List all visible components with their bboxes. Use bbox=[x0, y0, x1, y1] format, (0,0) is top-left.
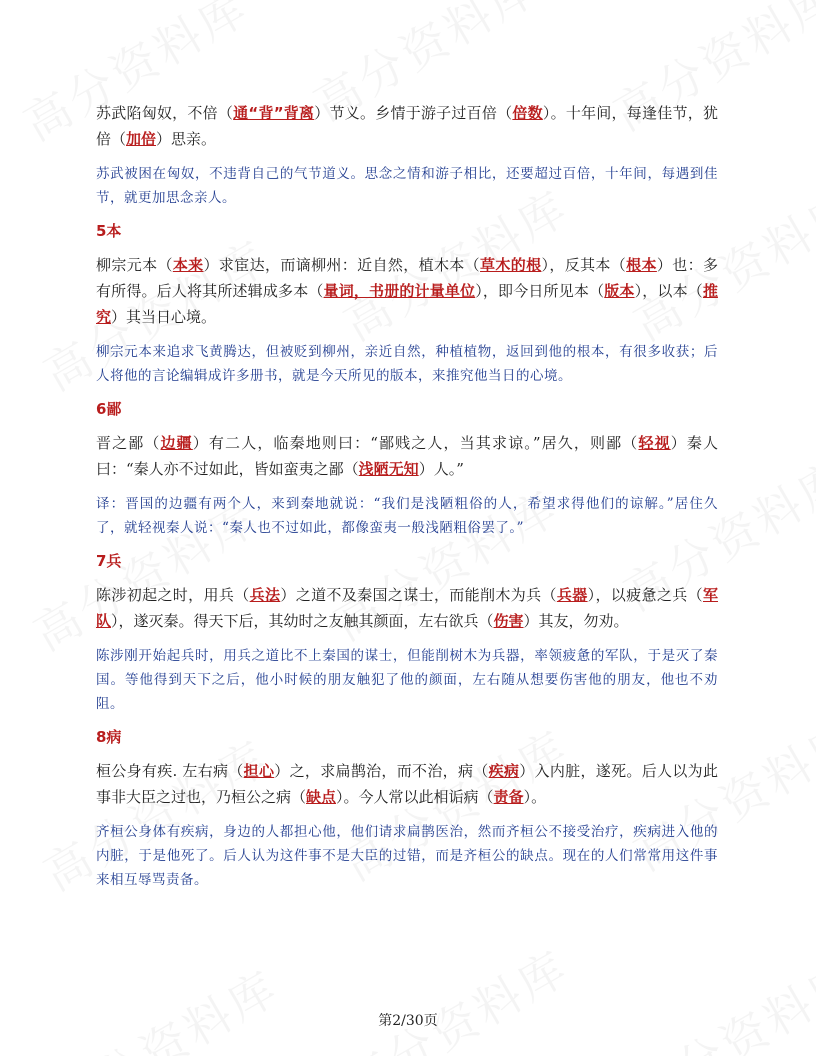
translation-text: 苏武被困在匈奴，不违背自己的气节道义。思念之情和游子相比，还要超过百倍，十年间，每遇到佳节，就更加思念亲人。 bbox=[96, 166, 718, 206]
entry-section bbox=[96, 398, 718, 540]
answer-term: 边疆 bbox=[160, 434, 193, 452]
text-segment: ）人。” bbox=[418, 460, 464, 478]
text-segment: ）有二人，临秦地则曰：“鄙贱之人，当其求谅。”居久，则鄙（ bbox=[192, 434, 639, 452]
entry-heading: 6鄙 bbox=[96, 400, 122, 418]
answer-term: 军队 bbox=[96, 586, 718, 630]
answer-term: 版本 bbox=[604, 282, 635, 300]
text-segment: ）其友，勿劝。 bbox=[523, 612, 629, 630]
text-segment: ）。十年间，每逢佳节，犹倍（ bbox=[96, 104, 718, 148]
entry-section bbox=[96, 726, 718, 892]
text-segment: ）。今人常以此相诟病（ bbox=[336, 788, 494, 806]
answer-term: 加倍 bbox=[126, 130, 157, 148]
answer-term: 轻视 bbox=[638, 434, 671, 452]
text-segment: 陈涉初起之时，用兵（ bbox=[96, 586, 250, 604]
text-segment: ）求宦达，而谪柳州：近自然，植木本（ bbox=[203, 256, 481, 274]
answer-term: 量词，书册的计量单位 bbox=[323, 282, 476, 300]
classical-text bbox=[96, 252, 718, 330]
text-segment: ）也：多有所得。后人将其所述辑成多本（ bbox=[96, 256, 718, 300]
text-segment: ），即今日所见本（ bbox=[475, 282, 605, 300]
watermark bbox=[330, 932, 580, 1056]
classical-text bbox=[96, 430, 718, 482]
text-segment: ）其当日心境。 bbox=[111, 308, 217, 326]
text-segment: ）之道不及秦国之谋士，而能削木为兵（ bbox=[280, 586, 557, 604]
text-segment: ）秦人曰：“秦人亦不过如此，皆如蛮夷之鄙（ bbox=[96, 434, 718, 478]
answer-term: 伤害 bbox=[493, 612, 524, 630]
answer-term: 责备 bbox=[493, 788, 524, 806]
classical-text bbox=[96, 582, 718, 634]
text-segment: 桓公身有疾. 左右病（ bbox=[96, 762, 244, 780]
answer-term: 本来 bbox=[172, 256, 204, 274]
answer-term: 缺点 bbox=[306, 788, 337, 806]
answer-term: 兵器 bbox=[556, 586, 588, 604]
text-segment: ），以疲惫之兵（ bbox=[587, 586, 703, 604]
watermark bbox=[620, 942, 816, 1056]
text-segment: 苏武陷匈奴，不倍（ bbox=[96, 104, 234, 122]
translation-text: 陈涉刚开始起兵时，用兵之道比不上秦国的谋士，但能削树木为兵器，率领疲惫的军队，于是灭了秦国。等他得到天下之后，他小时候的朋友触犯了他的颜面，左右随从想要伤害他的朋友，他也不劝阻。 bbox=[96, 648, 718, 712]
answer-term: 草木的根 bbox=[480, 256, 542, 274]
classical-text bbox=[96, 758, 718, 810]
watermark bbox=[40, 952, 290, 1056]
text-segment: ）之，求扁鹊治，而不治，病（ bbox=[274, 762, 489, 780]
entry-heading: 5本 bbox=[96, 222, 122, 240]
text-segment: ）。 bbox=[523, 788, 547, 806]
entry-heading: 8病 bbox=[96, 728, 122, 746]
answer-term: 浅陋无知 bbox=[358, 460, 419, 478]
answer-term: 疾病 bbox=[488, 762, 520, 780]
text-segment: ），反其本（ bbox=[541, 256, 627, 274]
page-number: 第2/30页 bbox=[378, 1013, 438, 1029]
answer-term: 推究 bbox=[96, 282, 718, 326]
entry-heading: 7兵 bbox=[96, 552, 122, 570]
text-segment: ）思亲。 bbox=[156, 130, 217, 148]
entry-section bbox=[96, 550, 718, 716]
text-segment: ），遂灭秦。得天下后，其幼时之友触其颜面，左右欲兵（ bbox=[111, 612, 494, 630]
classical-text bbox=[96, 100, 718, 152]
answer-term: 兵法 bbox=[249, 586, 281, 604]
text-segment: ），以本（ bbox=[634, 282, 703, 300]
answer-term: 根本 bbox=[626, 256, 657, 274]
translation-text: 柳宗元本来追求飞黄腾达，但被贬到柳州，亲近自然，种植植物，返回到他的根本，有很多收获；后人将他的言论编辑成许多册书，就是今天所见的版本，来推究他当日的心境。 bbox=[96, 344, 718, 384]
text-segment: 柳宗元本（ bbox=[96, 256, 173, 274]
text-segment: 晋之鄙（ bbox=[96, 434, 161, 452]
entry-section bbox=[96, 220, 718, 388]
text-segment: ）入内脏，遂死。后人以为此事非大臣之过也，乃桓公之病（ bbox=[96, 762, 718, 806]
document-body bbox=[96, 100, 718, 902]
text-segment: ）节义。乡情于游子过百倍（ bbox=[314, 104, 513, 122]
translation-text: 译：晋国的边疆有两个人，来到秦地就说：“我们是浅陋粗俗的人，希望求得他们的谅解。”居住久了，就轻视秦人说：“秦人也不过如此，都像蛮夷一般浅陋粗俗罢了。” bbox=[96, 496, 718, 536]
entry-section bbox=[96, 100, 718, 210]
answer-term: 通“背”背离 bbox=[233, 104, 315, 122]
answer-term: 担心 bbox=[243, 762, 275, 780]
answer-term: 倍数 bbox=[512, 104, 543, 122]
translation-text: 齐桓公身体有疾病，身边的人都担心他，他们请求扁鹊医治，然而齐桓公不接受治疗，疾病进入他的内脏，于是他死了。后人认为这件事不是大臣的过错，而是齐桓公的缺点。现在的人们常常用这件事来相互辱骂责备。 bbox=[96, 824, 718, 888]
